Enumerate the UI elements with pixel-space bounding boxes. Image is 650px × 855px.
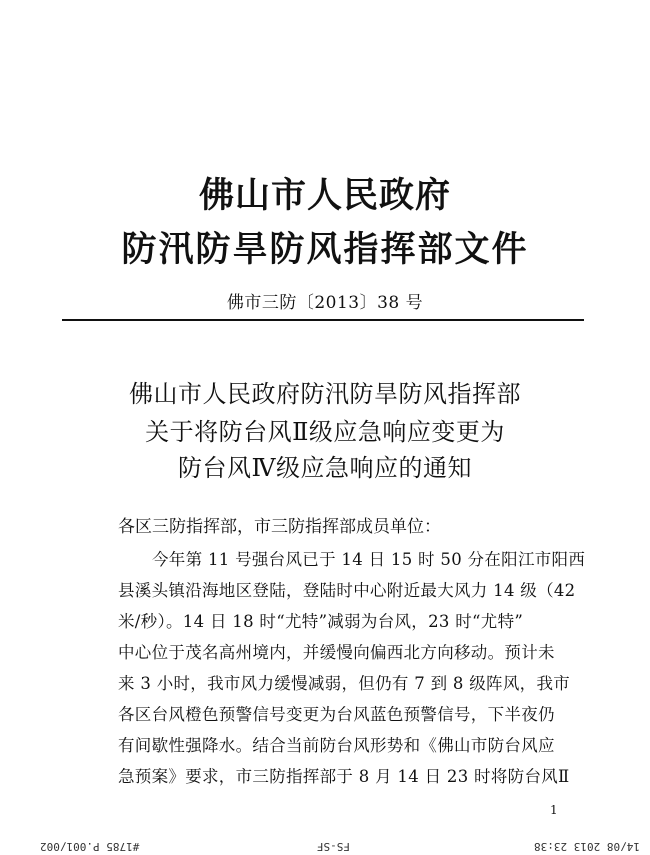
body-line: 急预案》要求，市三防指挥部于 8 月 14 日 23 时将防台风Ⅱ	[118, 767, 570, 786]
document-header-title: 防汛防旱防风指挥部文件	[121, 230, 529, 270]
notice-title-line-2: 关于将防台风Ⅱ级应急响应变更为	[145, 418, 505, 446]
fax-page-counter: #1785 P.001/002	[40, 840, 140, 853]
body-line: 县溪头镇沿海地区登陆，登陆时中心附近最大风力 14 级（42	[118, 581, 576, 600]
issuer-name: 佛山市人民政府	[198, 176, 451, 216]
salutation: 各区三防指挥部，市三防指挥部成员单位：	[118, 517, 441, 537]
notice-title-line-1: 佛山市人民政府防汛防旱防风指挥部	[129, 380, 521, 408]
fax-sender-id: FS-SF	[316, 840, 350, 853]
body-line: 来 3 小时，我市风力缓慢减弱，但仍有 7 到 8 级阵风，我市	[118, 674, 571, 693]
fax-timestamp: 14/08 2013 23:38	[534, 840, 640, 853]
body-line: 米/秒）。14 日 18 时“尤特”减弱为台风，23 时“尤特”	[118, 612, 524, 631]
body-line: 各区台风橙色预警信号变更为台风蓝色预警信号，下半夜仍	[118, 705, 555, 724]
header-divider	[62, 319, 584, 321]
fax-transmission-footer	[0, 838, 650, 855]
notice-title-line-3: 防台风Ⅳ级应急响应的通知	[178, 454, 472, 482]
body-line: 中心位于茂名高州境内，并缓慢向偏西北方向移动。预计未	[118, 643, 555, 662]
page-number: 1	[550, 803, 558, 817]
body-line: 今年第 11 号强台风已于 14 日 15 时 50 分在阳江市阳西	[152, 550, 586, 569]
body-line: 有间歇性强降水。结合当前防台风形势和《佛山市防台风应	[118, 736, 555, 755]
document-number: 佛市三防〔2013〕38 号	[226, 293, 424, 313]
